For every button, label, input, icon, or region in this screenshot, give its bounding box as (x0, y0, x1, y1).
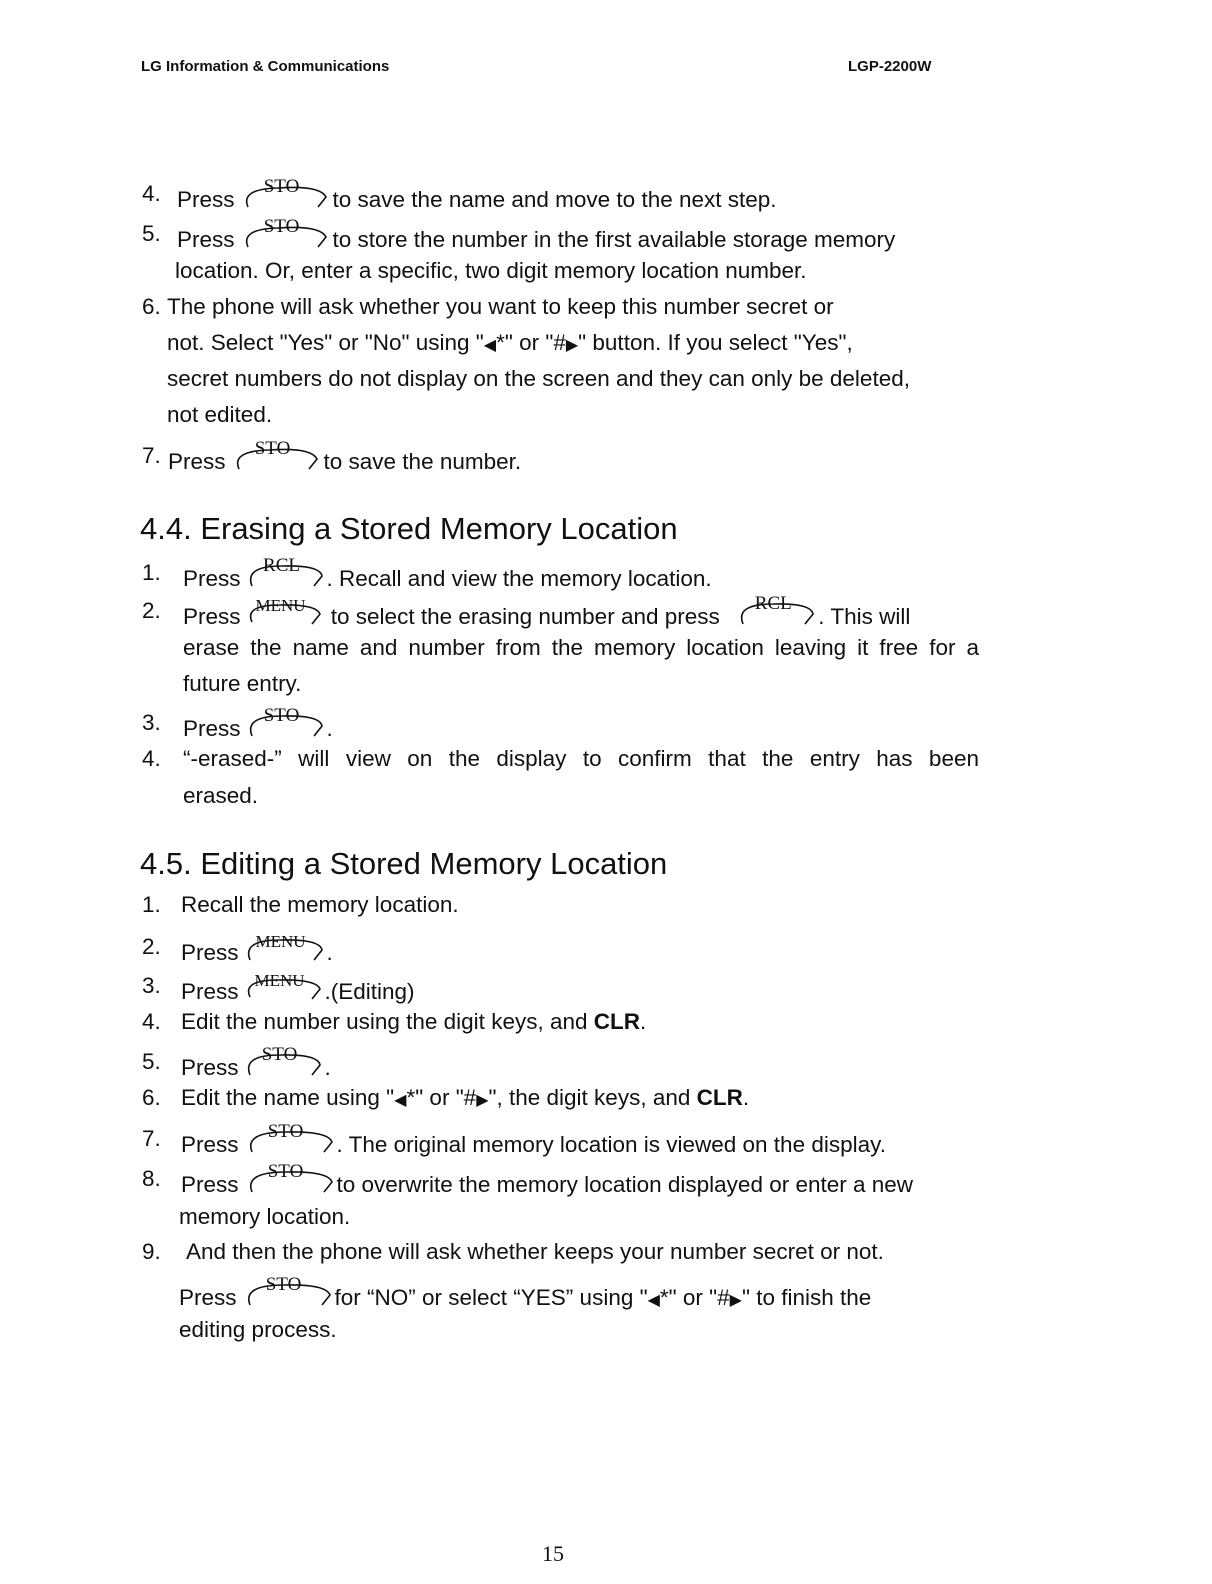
item-continuation: future entry. (183, 671, 302, 696)
item-text: to save the name and move to the next step. (332, 187, 777, 212)
item-number: 9. (142, 1239, 161, 1264)
header-company: LG Information & Communications (141, 58, 390, 75)
item-number: 7. (142, 1126, 161, 1151)
item-continuation: location. Or, enter a specific, two digit memory location number. (175, 258, 807, 283)
item-number: 3. (142, 710, 161, 735)
sto-key-icon: STO (242, 1128, 334, 1158)
press-label: Press (179, 1285, 237, 1310)
press-label: Press (181, 1132, 239, 1157)
clr-key-label: CLR (696, 1085, 743, 1110)
press-label: Press (181, 979, 239, 1004)
press-label: Press (177, 187, 235, 212)
menu-key-icon: MENU (242, 975, 322, 1005)
press-label: Press (177, 227, 235, 252)
item-continuation: not edited. (167, 402, 273, 427)
left-arrow-icon: ◀ (394, 1092, 407, 1109)
item-number: 4. (142, 181, 161, 206)
item-number: 1. (142, 892, 161, 917)
item-continuation: editing process. (179, 1317, 337, 1342)
item-text: . This will (818, 604, 911, 629)
press-label: Press (183, 566, 241, 591)
menu-key-icon: MENU (244, 600, 322, 630)
left-arrow-icon: ◀ (647, 1292, 660, 1309)
item-number: 8. (142, 1166, 161, 1191)
item-text: to store the number in the first available storage memory (332, 227, 896, 252)
press-label: Press (181, 940, 239, 965)
item-number: 2. (142, 598, 161, 623)
item-text: “-erased-” will view on the display to confirm that the entry has been (183, 746, 979, 771)
rcl-key-icon: RCL (735, 600, 815, 630)
sto-key-icon: STO (229, 445, 321, 475)
item-number: 5. (142, 1049, 161, 1074)
item-text: And then the phone will ask whether keeps your number secret or not. (186, 1239, 884, 1264)
press-label: Press (183, 604, 241, 629)
item-text: . The original memory location is viewed on the display. (336, 1132, 886, 1157)
press-label: Press (168, 449, 226, 474)
section-heading-editing: 4.5. Editing a Stored Memory Location (140, 846, 668, 881)
sto-key-icon: STO (238, 183, 330, 213)
menu-key-icon: MENU (242, 936, 324, 966)
item-text: Recall the memory location. (181, 892, 459, 917)
item-number: 3. (142, 973, 161, 998)
section-heading-erasing: 4.4. Erasing a Stored Memory Location (140, 511, 678, 546)
item-number: 6. (142, 294, 161, 319)
press-label: Press (181, 1172, 239, 1197)
sto-key-icon: STO (242, 1168, 334, 1198)
press-label: Press (181, 1055, 239, 1080)
item-text: to select the erasing number and press (330, 604, 720, 629)
sto-key-icon: STO (244, 712, 324, 742)
item-text: to save the number. (323, 449, 522, 474)
sto-key-icon: STO (240, 1281, 332, 1311)
sto-key-icon: STO (238, 223, 330, 253)
page-number: 15 (542, 1541, 564, 1566)
item-number: 6. (142, 1085, 161, 1110)
right-arrow-icon: ▶ (729, 1292, 742, 1309)
right-arrow-icon: ▶ (565, 337, 579, 354)
item-number: 2. (142, 934, 161, 959)
rcl-key-icon: RCL (244, 562, 324, 592)
item-number: 7. (142, 443, 161, 468)
item-number: 4. (142, 1009, 161, 1034)
header-model: LGP-2200W (848, 58, 932, 75)
item-continuation: erase the name and number from the memory location leaving it free for a (183, 635, 979, 660)
item-continuation: not. Select "Yes" or "No" using "◀*" or "#▶" button. If you select "Yes", (167, 330, 853, 355)
item-continuation: secret numbers do not display on the screen and they can only be deleted, (167, 366, 910, 391)
item-continuation: erased. (183, 783, 259, 808)
item-continuation: Press STO for “NO” or select “YES” using "◀*" or "#▶" to finish the (179, 1274, 872, 1310)
item-text: Edit the number using the digit keys, and (181, 1009, 588, 1034)
item-number: 4. (142, 746, 161, 771)
left-arrow-icon: ◀ (483, 337, 497, 354)
press-label: Press (183, 716, 241, 741)
item-text: . Recall and view the memory location. (326, 566, 712, 591)
sto-key-icon: STO (242, 1051, 322, 1081)
item-continuation: memory location. (179, 1204, 351, 1229)
item-number: 5. (142, 221, 161, 246)
item-number: 1. (142, 560, 161, 585)
right-arrow-icon: ▶ (476, 1092, 489, 1109)
item-text: The phone will ask whether you want to keep this number secret or (167, 294, 834, 319)
item-text: to overwrite the memory location displayed or enter a new (336, 1172, 914, 1197)
clr-key-label: CLR (593, 1009, 641, 1034)
